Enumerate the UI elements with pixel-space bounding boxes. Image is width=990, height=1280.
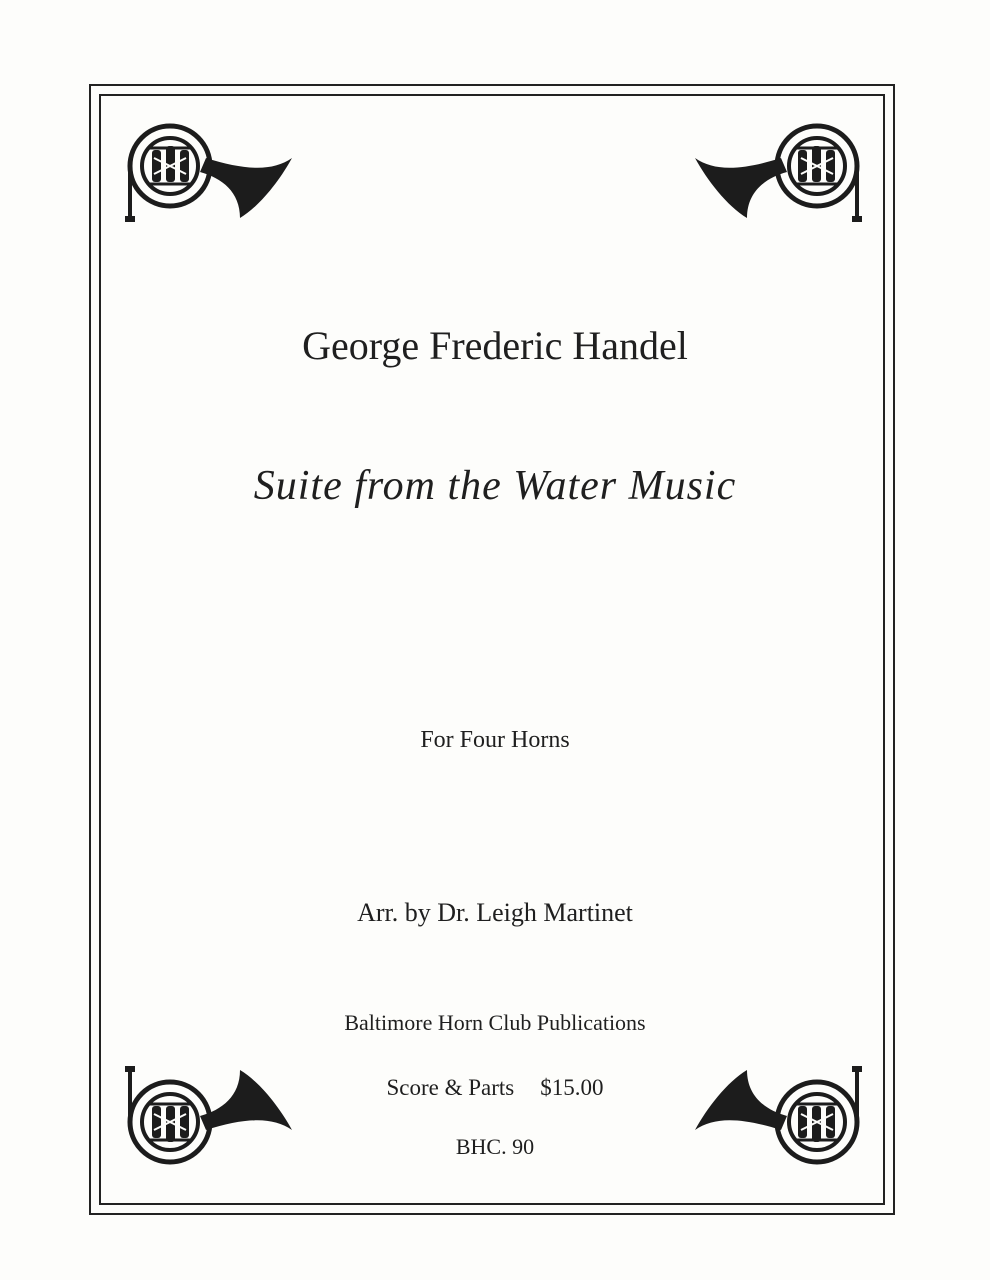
work-title: Suite from the Water Music	[253, 463, 737, 509]
french-horn-icon	[122, 108, 292, 228]
composer-name: George Frederic Handel	[302, 323, 688, 368]
arranger-credit: Arr. by Dr. Leigh Martinet	[357, 898, 633, 927]
price: $15.00	[540, 1075, 604, 1100]
inner-border	[99, 94, 885, 1205]
instrumentation: For Four Horns	[420, 727, 570, 753]
price-line	[0, 1075, 990, 1101]
french-horn-icon	[695, 108, 865, 228]
publisher-name: Baltimore Horn Club Publications	[344, 1010, 646, 1035]
edition-label: Score & Parts	[386, 1075, 515, 1100]
catalog-number: BHC. 90	[455, 1134, 535, 1159]
